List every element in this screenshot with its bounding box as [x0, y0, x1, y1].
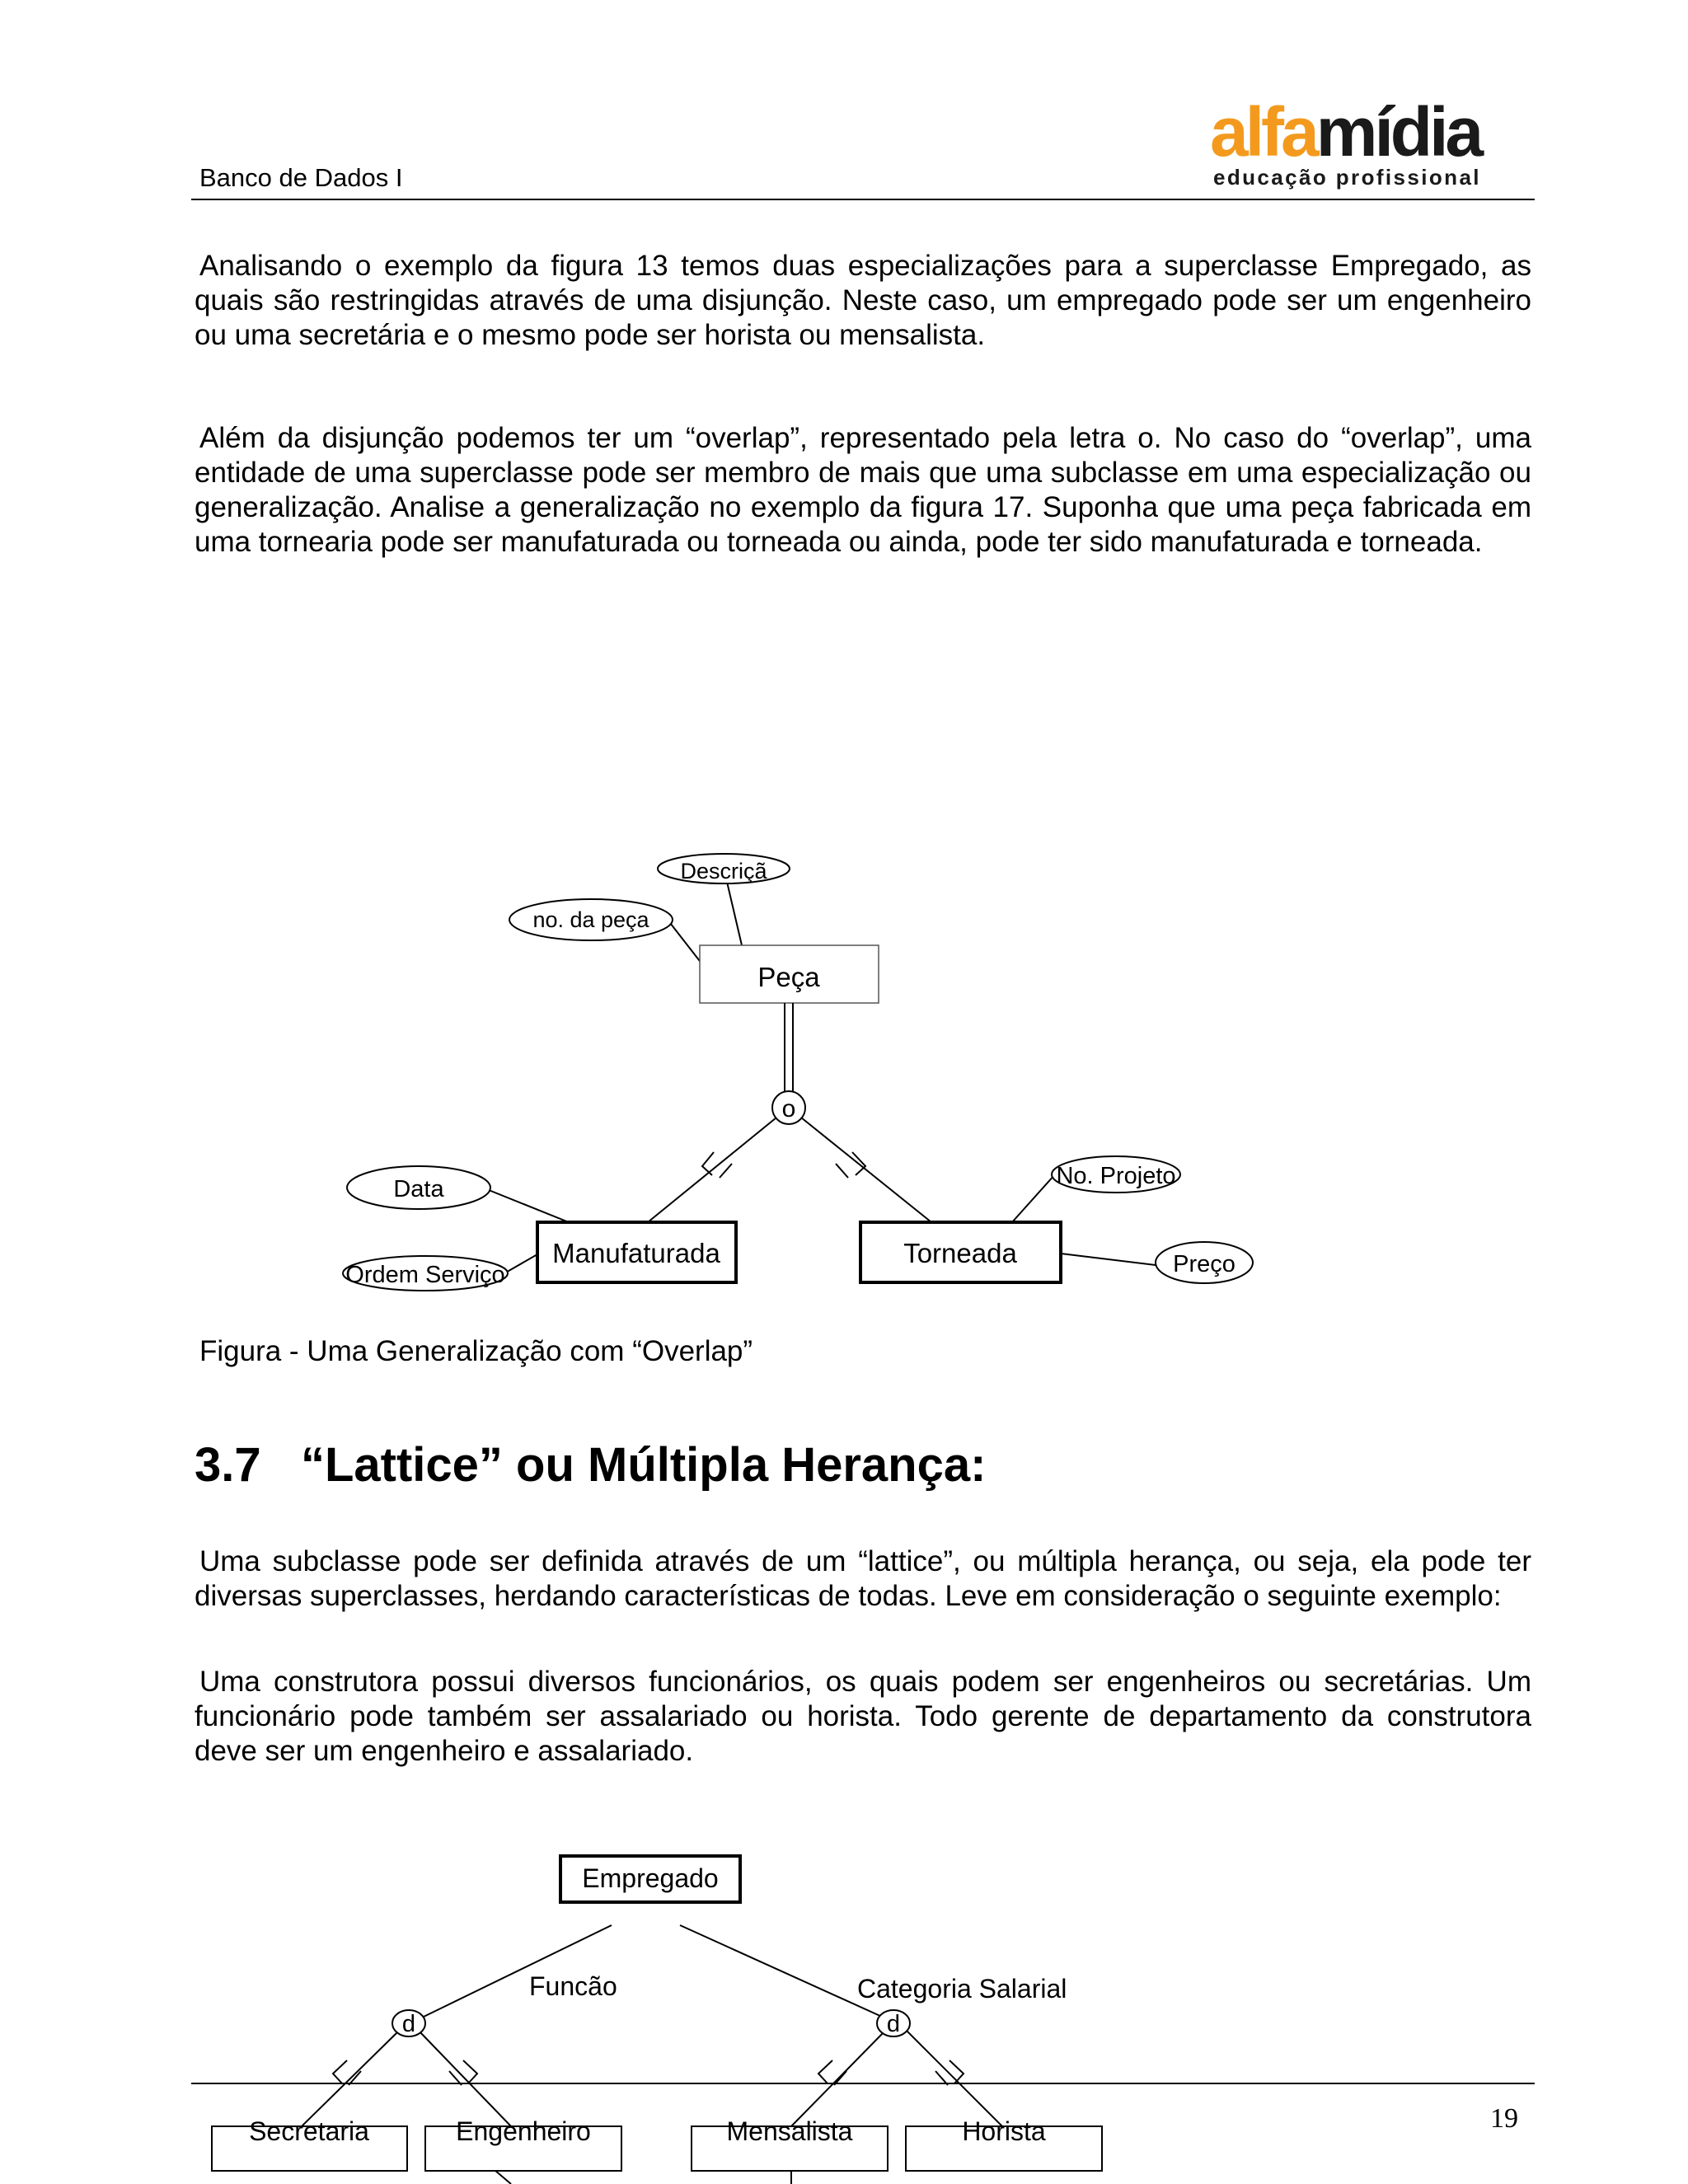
line-to-torneada — [801, 1118, 931, 1222]
overlap-symbol-text: o — [781, 1095, 796, 1122]
entity-torneada-text: Torneada — [903, 1238, 1017, 1268]
label-categoria-salarial: Categoria Salarial — [857, 1974, 1067, 2004]
line-to-engenheiro — [419, 2031, 511, 2126]
subset-symbol-1-outer — [333, 2060, 347, 2083]
section-heading — [195, 1437, 986, 1493]
subset-symbol-3-outer — [818, 2060, 832, 2083]
entity-empregado-text: Empregado — [582, 1863, 719, 1893]
disjoint-symbol-right: d — [886, 2011, 901, 2037]
disjoint-symbol-left: d — [401, 2011, 416, 2037]
paragraph-4: Uma construtora possui diversos funcionários, os quais podem ser engenheiros ou secretárias. Um funcionário pode também ser assalariado ou horista. Todo gerente de departamento da construtora deve ser um engenheiro e assalariado. — [195, 1666, 1531, 1767]
entity-secretaria-text: Secretaria — [249, 2116, 369, 2146]
line-to-mensalista — [791, 2031, 885, 2126]
label-funcao: Funcão — [529, 1971, 617, 2001]
line-to-manufaturada — [648, 1118, 776, 1222]
paragraph-3: Uma subclasse pode ser definida através de um “lattice”, ou múltipla herança, ou seja, ela pode ter diversas superclasses, herdando características de todas. Leve em consideração o seguinte exemplo: — [195, 1545, 1531, 1612]
footer-rule — [191, 2083, 1535, 2084]
logo-midia: mídia — [1315, 93, 1481, 171]
subset-symbol-left-outer — [702, 1152, 714, 1175]
attribute-no-peca-text: no. da peça — [532, 907, 649, 932]
page-number: 19 — [1490, 2103, 1518, 2134]
subset-symbol-4-outer — [950, 2060, 964, 2083]
connector-data — [489, 1190, 569, 1222]
subset-symbol-right-inner — [836, 1164, 848, 1178]
lattice-diagram — [0, 1813, 1688, 2184]
logo-tagline: educação profissional — [1213, 165, 1481, 190]
entity-mensalista-text: Mensalista — [726, 2116, 853, 2146]
paragraph-1: Analisando o exemplo da figura 13 temos duas especializações para a superclasse Empregado, as quais são restringidas através de uma disjunção. Neste caso, um empregado pode ser um engenheiro ou uma secretária e o mesmo pode ser horista ou mensalista. — [195, 250, 1531, 351]
line-empregado-categoria — [680, 1925, 882, 2017]
attribute-projeto-text: No. Projeto — [1056, 1163, 1176, 1189]
entity-peca-text: Peça — [757, 962, 820, 992]
line-to-secretaria — [302, 2031, 399, 2126]
section-number: 3.7 — [195, 1438, 261, 1492]
connector-preco — [1061, 1254, 1156, 1265]
attribute-preco-text: Preço — [1173, 1251, 1236, 1277]
line-engenheiro-down — [495, 2170, 511, 2184]
paragraph-2: Além da disjunção podemos ter um “overlap”, representado pela letra o. No caso do “overlap”, uma entidade de uma superclasse pode ser membro de mais que uma subclasse em uma especialização ou generalização. Analise a generalização no exemplo da figura 17. Suponha que uma peça fabricada em uma tornearia pode ser manufaturada ou torneada ou ainda, pode ter sido manufaturada e torneada. — [195, 422, 1531, 558]
connector-ordem — [504, 1254, 537, 1273]
entity-engenheiro-text: Engenheiro — [456, 2116, 591, 2146]
attribute-descricao-text: Descriçã — [680, 859, 767, 883]
connector-projeto — [1012, 1174, 1055, 1222]
logo-alfa: alfa — [1210, 93, 1316, 171]
line-to-horista — [907, 2031, 1002, 2126]
connector-descricao — [727, 882, 742, 945]
entity-horista-text: Horista — [962, 2116, 1046, 2146]
figure-caption: Figura - Uma Generalização com “Overlap” — [199, 1335, 753, 1367]
section-title: “Lattice” ou Múltipla Herança: — [300, 1438, 987, 1492]
connector-no-peca — [668, 920, 702, 964]
entity-manufaturada-text: Manufaturada — [552, 1238, 720, 1268]
document-header-title: Banco de Dados I — [199, 163, 403, 192]
subset-symbol-left-inner — [720, 1164, 732, 1178]
attribute-ordem-text: Ordem Serviço — [345, 1262, 505, 1288]
attribute-data-text: Data — [393, 1176, 444, 1202]
